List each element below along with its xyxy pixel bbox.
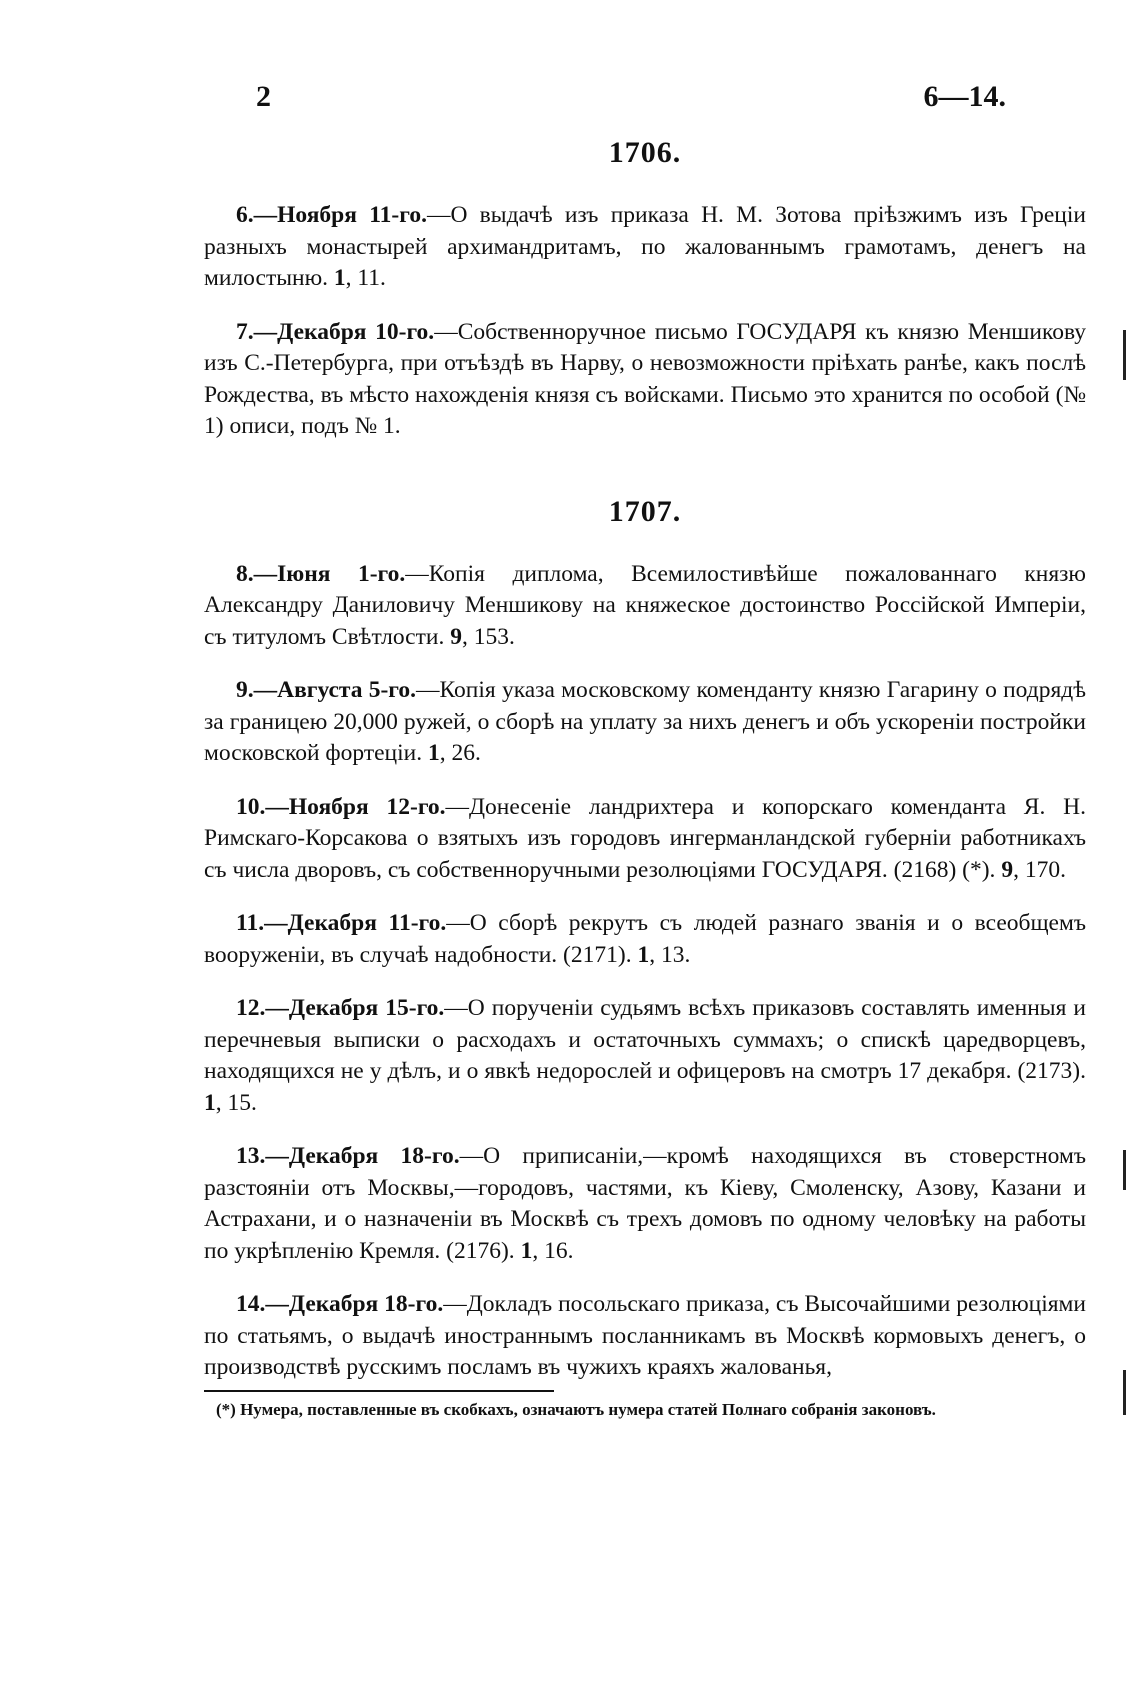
year-section-1707 [204, 495, 1086, 1384]
entry-ref-volume: 9 [1001, 856, 1014, 883]
entry-date: —Ноября 12-го. [265, 793, 446, 820]
year-heading: 1706. [608, 136, 682, 169]
scan-edge-mark [1123, 1150, 1126, 1190]
entry-date: —Декабря 18-го. [265, 1291, 444, 1317]
entry-text: —Докладъ посольскаго приказа, съ Высочайшими резолюціями по статьямъ, о выдачѣ иностраннымъ посланникамъ въ Москвѣ кормовыхъ денегъ, о производствѣ русскимъ посламъ въ чужихъ краяхъ жалованья, [204, 1291, 1086, 1380]
entry-11 [204, 908, 1086, 971]
entry-text: —Копія диплома, Всемилостивѣйше пожалованнаго князю Александру Даниловичу Меншикову на княжеское достоинство Россійской Имперіи, съ титуломъ Свѣтлости. [204, 560, 1086, 650]
entry-date: —Августа 5-го. [253, 677, 417, 703]
entry-8 [204, 559, 1086, 654]
document-page [204, 80, 1086, 1420]
entry-ref-page: , 16. [532, 1237, 574, 1264]
entry-number: 8. [236, 560, 254, 587]
entry-text: —О сборѣ рекрутъ съ людей разнаго званія и о всеобщемъ вооруженіи, въ случаѣ надобности. (2171). [204, 910, 1087, 968]
entry-number: 7. [236, 318, 254, 345]
entry-number: 14. [236, 1291, 266, 1317]
entry-text: —О приписаніи,—кромѣ находящихся въ стоверстномъ разстояніи отъ Москвы,—городовъ, частями, къ Кіеву, Смоленску, Азову, Казани и Астрахани, и о назначеніи въ Москвѣ съ трехъ домовъ по одному человѣку на работы по укрѣпленію Кремля. (2176). [204, 1143, 1087, 1264]
entry-date: —Декабря 15-го. [265, 995, 445, 1021]
entry-ref-page: , 15. [215, 1089, 257, 1116]
year-heading: 1707. [608, 494, 682, 528]
entry-12 [204, 993, 1086, 1119]
entry-range: 6—14. [923, 80, 1006, 113]
entry-number: 10. [236, 793, 266, 820]
entry-date: —Декабря 18-го. [265, 1143, 460, 1169]
entry-text: —Собственноручное письмо ГОСУДАРЯ къ князю Меншикову изъ С.-Петербурга, при отъѣздѣ въ Нарву, о невозможности пріѣхать ранѣе, какъ послѣ Рождества, въ мѣсто нахожденія князя съ войсками. Письмо это хранится по особой (№ 1) описи, подъ № 1. [204, 318, 1086, 439]
entry-13 [204, 1141, 1086, 1267]
entry-number: 6. [236, 202, 254, 228]
entry-text: —О порученіи судьямъ всѣхъ приказовъ составлять именныя и перечневыя выписки о расходахъ и остаточныхъ суммахъ; о спискѣ царедворцевъ, находящихся не у дѣлъ, и о явкѣ недорослей и офицеровъ на смотръ 17 декабря. (2173). [204, 995, 1086, 1084]
entry-text: —О выдачѣ изъ приказа Н. М. Зотова пріѣзжимъ изъ Греціи разныхъ монастырей архимандритамъ, по жалованнымъ грамотамъ, денегъ на милостыню. [204, 202, 1086, 291]
entry-9 [204, 675, 1086, 770]
footnote: (*) Нумера, поставленные въ скобкахъ, означаютъ нумера статей Полнаго собранія законовъ. [216, 1399, 936, 1419]
entry-ref-page: , 13. [649, 941, 691, 968]
running-head [204, 80, 1086, 124]
entry-7 [204, 317, 1086, 443]
entry-ref-volume: 1 [333, 265, 346, 291]
entry-ref-volume: 1 [520, 1237, 533, 1264]
entry-ref-page: , 153. [461, 623, 515, 650]
entry-date: —Декабря 10-го. [253, 318, 435, 345]
scan-edge-mark [1123, 330, 1126, 380]
page-number: 2 [256, 80, 271, 113]
entry-number: 9. [236, 677, 254, 703]
entry-number: 13. [236, 1143, 266, 1169]
entry-ref-volume: 1 [427, 740, 440, 766]
year-section-1706 [204, 136, 1086, 443]
entry-ref-page: , 26. [439, 740, 481, 766]
entry-number: 11. [236, 910, 265, 936]
footnote-divider [204, 1390, 554, 1392]
entry-date: —Іюня 1-го. [253, 560, 406, 587]
entry-ref-volume: 1 [204, 1089, 216, 1116]
entry-date: —Ноября 11-го. [253, 202, 427, 228]
entry-6 [204, 200, 1086, 295]
entry-ref-volume: 1 [637, 941, 650, 968]
entry-ref-volume: 9 [450, 623, 462, 650]
entry-10 [204, 792, 1086, 887]
entry-ref-page: , 170. [1013, 856, 1066, 883]
entry-text: —Донесеніе ландрихтера и копорскаго коменданта Я. Н. Римскаго-Корсакова о взятыхъ изъ городовъ ингерманландской губерніи работникахъ съ числа дворовъ, съ собственноручными резолюціями ГОСУДАРЯ. (2168) (*). [204, 793, 1086, 883]
entry-text: —Копія указа московскому коменданту князю Гагарину о подрядѣ за границею 20,000 ружей, о сборѣ на уплату за нихъ денегъ и объ ускореніи постройки московской фортеціи. [204, 677, 1086, 766]
entry-ref-page: , 11. [345, 265, 386, 291]
entry-date: —Декабря 11-го. [264, 910, 447, 936]
entry-14 [204, 1289, 1086, 1384]
scan-edge-mark [1123, 1370, 1126, 1415]
entry-number: 12. [236, 995, 266, 1021]
